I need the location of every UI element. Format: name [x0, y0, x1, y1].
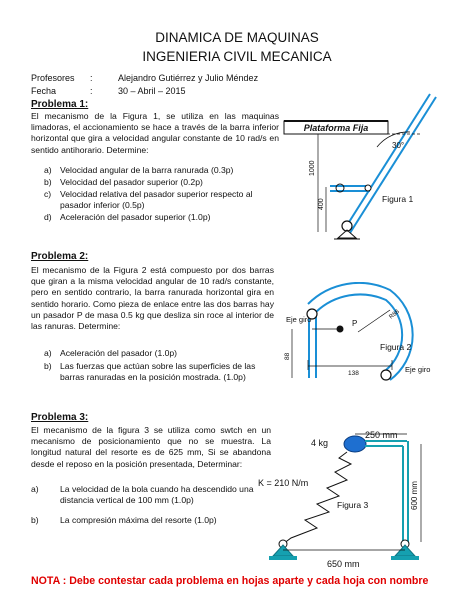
pin-p-label: P	[352, 319, 358, 328]
figure-1-diagram	[282, 92, 474, 242]
eje-giro-label-1: Eje giro	[286, 315, 312, 324]
problem2-item-b: Las fuerzas que actúan sobre las superficies de las barras ranuradas en la posición mostrada. (1.0p)	[60, 361, 256, 383]
dim-138-line	[306, 360, 398, 378]
problem1-item-a: Velocidad angular de la barra ranurada (0.3p)	[60, 165, 234, 175]
dim-radius: R88	[388, 308, 401, 321]
problem3-item-b-letter: b)	[31, 515, 39, 525]
figure-1-caption: Figura 1	[382, 194, 414, 204]
figure-3-caption: Figura 3	[337, 500, 369, 510]
note-text: NOTA : Debe contestar cada problema en hojas aparte y cada hoja con nombre	[31, 575, 429, 587]
profesores-colon: :	[90, 73, 93, 83]
problem1-text: El mecanismo de la Figura 1, se utiliza en las maquinas limadoras, el accionamiento se hace a través de la barra inferior horizontal que gira a velocidad angular constante de 10 rad/s en sentido antihorario. Determine:	[31, 111, 279, 155]
problem1-item-b-letter: b)	[44, 177, 52, 187]
problem2-text: El mecanismo de la Figura 2 está compuesto por dos barras que giran a la misma velocidad angular de 10 rad/s constante, pero en sentido contrario, la barra ranurada horizontal gira en sentido horario. Como pieza de enlace entre las dos barras hay un pasador P de masa 0.5 kg que desliza sin roce al interior de las ranuras. Determine:	[31, 265, 274, 332]
dim-1000: 1000	[309, 160, 316, 176]
dim-138: 138	[348, 370, 359, 377]
problem3-title: Problema 3:	[31, 412, 89, 423]
problem1-item-d: Aceleración del pasador superior (1.0p)	[60, 212, 211, 222]
problem1-item-a-letter: a)	[44, 165, 52, 175]
dim-600: 600 mm	[410, 481, 419, 510]
eje-giro-label-2: Eje giro	[405, 365, 431, 374]
figure-3-diagram	[255, 428, 445, 568]
dim-400: 400	[318, 198, 325, 210]
angle-label: 30°	[392, 141, 405, 150]
profesores-value: Alejandro Gutiérrez y Julio Méndez	[118, 73, 259, 83]
problem3-text: El mecanismo de la figura 3 se utiliza como swtch en un mecanismo de posicionamiento que no se muestra. La longitud natural del resorte es de 625 mm, Si se abandona desde el reposo en la posición presentada, Determinar:	[31, 425, 271, 469]
problem2-title: Problema 2:	[31, 251, 89, 262]
problem3-item-b: La compresión máxima del resorte (1.0p)	[60, 515, 217, 525]
problem1-title: Problema 1:	[31, 99, 89, 110]
problem3-item-a: La velocidad de la bola cuando ha descendido una distancia vertical de 100 mm (1.0p)	[60, 484, 254, 506]
problem2-item-b-letter: b)	[44, 361, 52, 371]
spring-k-label: K = 210 N/m	[258, 478, 309, 488]
profesores-label: Profesores	[31, 73, 75, 83]
course-title: DINAMICA DE MAQUINAS	[155, 30, 319, 45]
figure-2-caption: Figura 2	[380, 342, 412, 352]
problem1-item-b: Velocidad del pasador superior (0.2p)	[60, 177, 203, 187]
problem2-item-a: Aceleración del pasador (1.0p)	[60, 348, 178, 358]
problem1-item-c-letter: c)	[44, 189, 52, 199]
platform-label: Plataforma Fija	[303, 123, 369, 133]
problem1-item-d-letter: d)	[44, 212, 52, 222]
problem2-item-a-letter: a)	[44, 348, 52, 358]
dim-650: 650 mm	[327, 559, 360, 568]
dim-250: 250 mm	[365, 430, 398, 440]
fecha-colon: :	[90, 86, 93, 96]
problem1-item-c: Velocidad relativa del pasador superior respecto al pasador inferior (0.5p)	[60, 189, 253, 211]
course-subtitle: INGENIERIA CIVIL MECANICA	[142, 49, 332, 64]
dim-88: 88	[284, 352, 291, 360]
fecha-value: 30 – Abril – 2015	[118, 86, 186, 96]
problem3-item-a-letter: a)	[31, 484, 39, 494]
mass-label: 4 kg	[311, 438, 329, 448]
fecha-label: Fecha	[31, 86, 57, 96]
